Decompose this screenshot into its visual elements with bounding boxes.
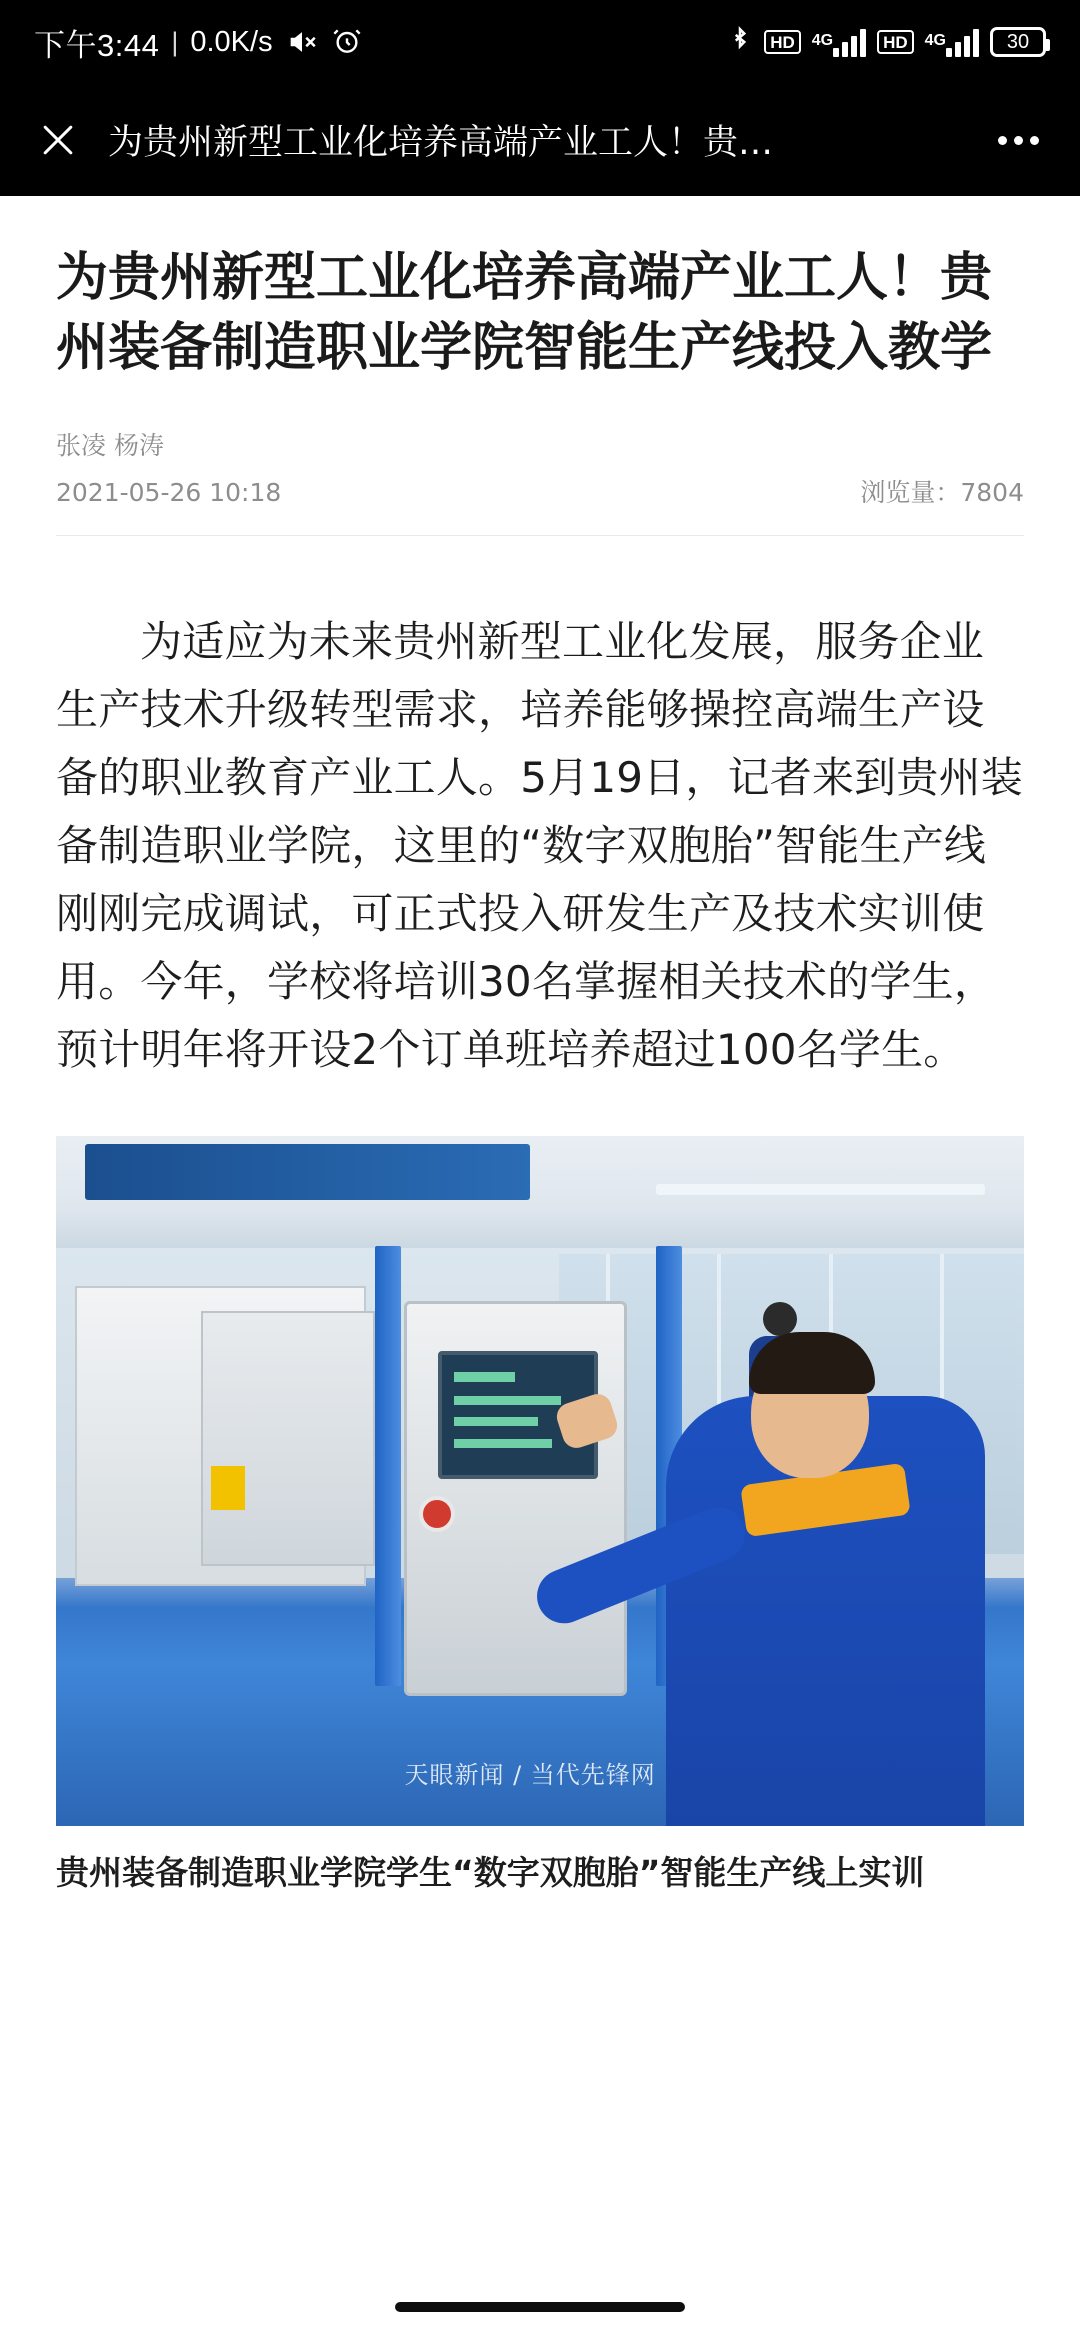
bluetooth-icon bbox=[727, 25, 753, 59]
battery-indicator bbox=[990, 27, 1046, 57]
lte-badge-sim2: 4G bbox=[924, 32, 946, 49]
article-date: 2021-05-26 10:18 bbox=[56, 478, 282, 508]
more-dot bbox=[1030, 136, 1039, 145]
article-meta bbox=[56, 427, 1024, 513]
top-navigation-bar bbox=[0, 84, 1080, 196]
status-bar bbox=[0, 0, 1080, 84]
signal-bars-icon-sim2 bbox=[946, 27, 979, 57]
status-time: 下午3:44 bbox=[34, 27, 160, 63]
more-dot bbox=[1014, 136, 1023, 145]
alarm-clock-icon bbox=[331, 25, 365, 59]
home-indicator-bar bbox=[0, 2274, 1080, 2340]
lte-badge-sim1: 4G bbox=[811, 32, 834, 49]
more-dot bbox=[998, 136, 1007, 145]
article-body-paragraph: 为适应为未来贵州新型工业化发展，服务企业生产技术升级转型需求，培养能够操控高端生产设备的职业教育产业工人。5月19日，记者来到贵州装备制造职业学院，这里的“数字双胞胎”智能生产线刚刚完成调试，可正式投入研发生产及技术实训使用。今年，学校将培训30名掌握相关技术的学生，预计明年将开设2个订单班培养超过100名学生。 bbox=[56, 616, 1023, 1075]
home-indicator[interactable] bbox=[395, 2302, 685, 2312]
status-separator: | bbox=[171, 26, 179, 57]
article-views: 浏览量：7804 bbox=[860, 478, 1024, 508]
signal-bars-icon-sim1 bbox=[833, 27, 866, 57]
hd-badge-sim1: HD bbox=[764, 30, 801, 54]
student-operating-smart-production-line-photo bbox=[56, 1136, 1024, 1826]
meta-divider bbox=[56, 535, 1024, 536]
status-network-speed: 0.0K/s bbox=[190, 25, 273, 58]
figure-caption: 贵州装备制造职业学院学生“数字双胞胎”智能生产线上实训 bbox=[56, 1853, 925, 1893]
page-title: 为贵州新型工业化培养高端产业工人！贵… bbox=[108, 123, 774, 163]
close-icon[interactable] bbox=[26, 108, 90, 172]
article-container bbox=[0, 196, 1080, 1898]
mute-icon bbox=[285, 25, 319, 59]
more-options-icon[interactable] bbox=[986, 108, 1050, 172]
hd-badge-sim2: HD bbox=[877, 30, 914, 54]
photo-watermark: 天眼新闻 / 当代先锋网 bbox=[404, 1761, 656, 1790]
status-bar-right bbox=[727, 25, 1046, 59]
article-author: 张凌 杨涛 bbox=[56, 431, 164, 461]
article-figure bbox=[56, 1136, 1024, 1898]
article-title: 为贵州新型工业化培养高端产业工人！贵州装备制造职业学院智能生产线投入教学 bbox=[56, 248, 993, 378]
battery-level-text: 30 bbox=[1006, 30, 1030, 53]
status-bar-left bbox=[34, 20, 727, 65]
